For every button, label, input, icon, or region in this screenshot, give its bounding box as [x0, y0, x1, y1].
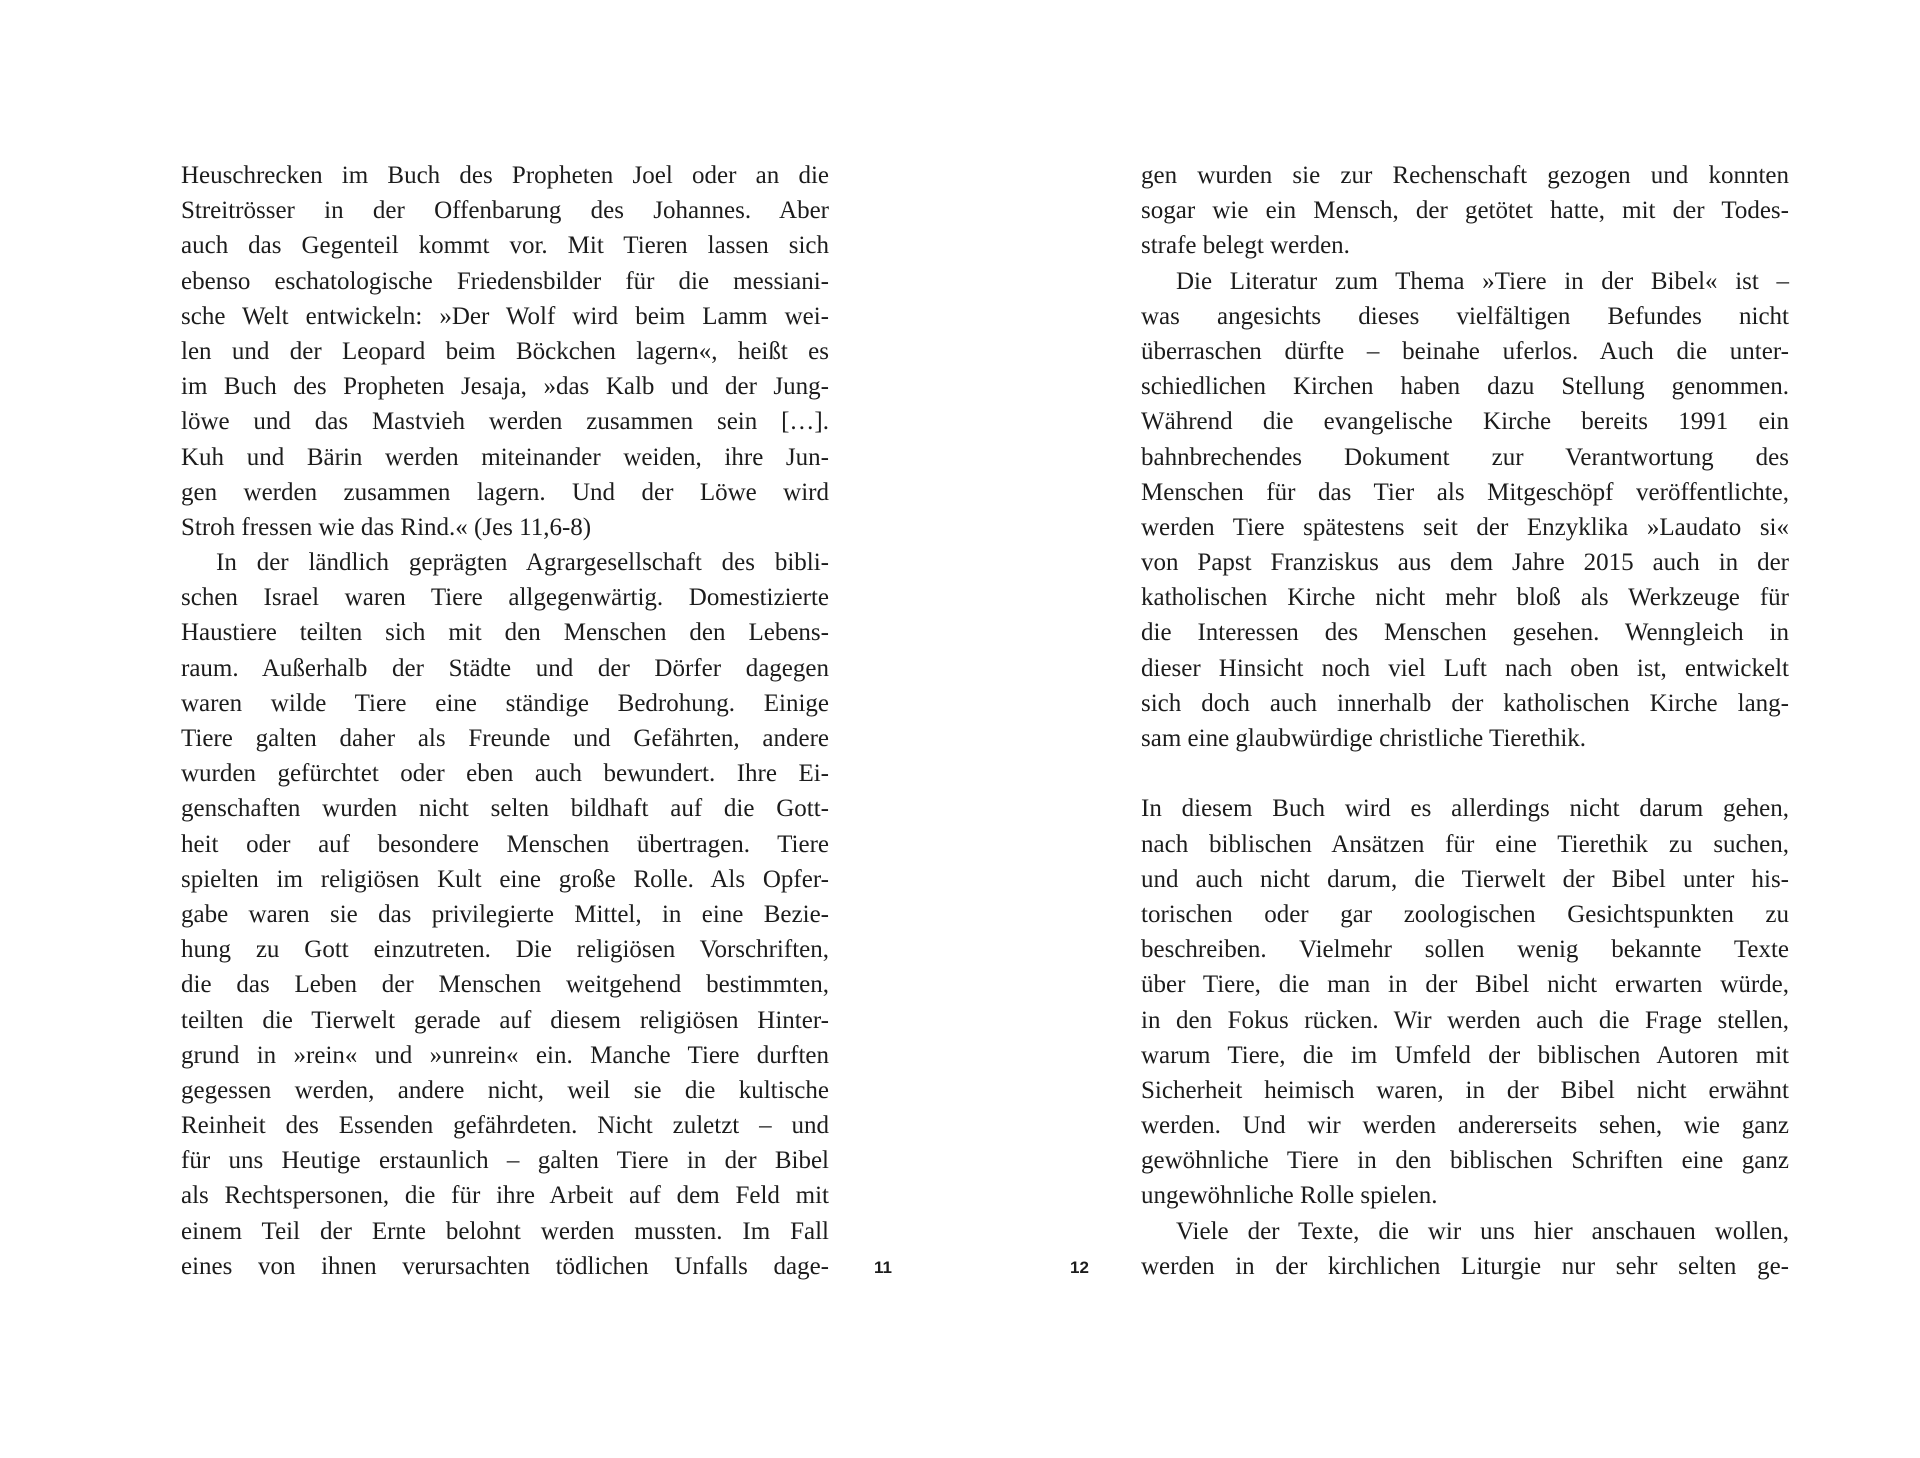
text-line: einem Teil der Ernte belohnt werden mussten. Im Fall [181, 1217, 829, 1245]
text-line: wurden gefürchtet oder eben auch bewundert. Ihre Ei- [181, 760, 829, 788]
text-line: sich doch auch innerhalb der katholischen Kirche lang- [1141, 689, 1789, 717]
text-line: strafe belegt werden. [1141, 232, 1350, 260]
text-line: im Buch des Propheten Jesaja, »das Kalb und der Jung- [181, 373, 829, 401]
text-line: grund in »rein« und »unrein« ein. Manche Tiere durften [181, 1041, 829, 1069]
text-line: spielten im religiösen Kult eine große Rolle. Als Opfer- [181, 865, 829, 893]
text-line: nach biblischen Ansätzen für eine Tierethik zu suchen, [1141, 830, 1789, 858]
text-line: Stroh fressen wie das Rind.« (Jes 11,6-8) [181, 513, 592, 541]
text-line: ungewöhnliche Rolle spielen. [1141, 1182, 1438, 1210]
text-line: für uns Heutige erstaunlich – galten Tiere in der Bibel [181, 1147, 829, 1175]
text-line: In diesem Buch wird es allerdings nicht darum gehen, [1141, 795, 1789, 823]
text-line: heit oder auf besondere Menschen übertragen. Tiere [181, 830, 829, 858]
text-line: bahnbrechendes Dokument zur Verantwortung des [1141, 443, 1789, 471]
text-line: werden Tiere spätestens seit der Enzyklika »Laudato si« [1141, 513, 1789, 541]
text-line: warum Tiere, die im Umfeld der biblischen Autoren mit [1141, 1041, 1789, 1069]
text-line: torischen oder gar zoologischen Gesichtspunkten zu [1141, 900, 1789, 928]
text-line: Sicherheit heimisch waren, in der Bibel nicht erwähnt [1141, 1076, 1789, 1104]
text-line: die das Leben der Menschen weitgehend bestimmten, [181, 971, 829, 999]
text-line: Kuh und Bärin werden miteinander weiden, ihre Jun- [181, 443, 829, 471]
text-line: In der ländlich geprägten Agrargesellschaft des bibli- [216, 549, 829, 577]
text-line: Reinheit des Essenden gefährdeten. Nicht zuletzt – und [181, 1112, 829, 1140]
text-line: sam eine glaubwürdige christliche Tierethik. [1141, 725, 1587, 752]
text-line: schen Israel waren Tiere allgegenwärtig. Domestizierte [181, 584, 829, 612]
text-line: hung zu Gott einzutreten. Die religiösen Vorschriften, [181, 936, 829, 964]
text-line: werden. Und wir werden andererseits sehen, wie ganz [1141, 1112, 1789, 1140]
text-line: Tiere galten daher als Freunde und Gefährten, andere [181, 725, 829, 752]
text-line: gabe waren sie das privilegierte Mittel, in eine Bezie- [181, 900, 829, 928]
text-line: überraschen dürfte – beinahe uferlos. Auch die unter- [1141, 337, 1789, 365]
text-line: was angesichts dieses vielfältigen Befundes nicht [1141, 302, 1789, 330]
text-line: Die Literatur zum Thema »Tiere in der Bibel« ist – [1176, 267, 1789, 295]
text-line: Viele der Texte, die wir uns hier anschauen wollen, [1176, 1217, 1789, 1245]
text-line: waren wilde Tiere eine ständige Bedrohung. Einige [181, 689, 829, 717]
text-line: gegessen werden, andere nicht, weil sie die kultische [181, 1076, 829, 1104]
text-line: raum. Außerhalb der Städte und der Dörfer dagegen [181, 654, 829, 682]
text-line: katholischen Kirche nicht mehr bloß als Werkzeuge für [1141, 584, 1789, 612]
text-line: sogar wie ein Mensch, der getötet hatte, mit der Todes- [1141, 197, 1789, 225]
left-page-text [181, 158, 829, 1284]
text-line: Haustiere teilten sich mit den Menschen den Lebens- [181, 619, 829, 647]
text-line: Während die evangelische Kirche bereits 1991 ein [1141, 408, 1789, 436]
text-line: eines von ihnen verursachten tödlichen Unfalls dage- [181, 1252, 829, 1280]
text-line: von Papst Franziskus aus dem Jahre 2015 auch in der [1141, 549, 1789, 577]
text-line: Heuschrecken im Buch des Propheten Joel oder an die [181, 162, 829, 189]
text-line: auch das Gegenteil kommt vor. Mit Tieren lassen sich [181, 232, 829, 260]
text-line: schiedlichen Kirchen haben dazu Stellung genommen. [1141, 373, 1789, 401]
text-line: genschaften wurden nicht selten bildhaft auf die Gott- [181, 795, 829, 823]
paragraph-gap [1141, 756, 1789, 791]
text-line: ebenso eschatologische Friedensbilder für die messiani- [181, 267, 829, 295]
text-line: löwe und das Mastvieh werden zusammen sein […]. [181, 408, 829, 436]
text-line: beschreiben. Vielmehr sollen wenig bekannte Texte [1141, 936, 1789, 964]
text-line: Streitrösser in der Offenbarung des Johannes. Aber [181, 197, 829, 225]
text-line: len und der Leopard beim Böckchen lagern«, heißt es [181, 337, 829, 365]
text-line: in den Fokus rücken. Wir werden auch die Frage stellen, [1141, 1006, 1789, 1034]
text-line: werden in der kirchlichen Liturgie nur sehr selten ge- [1141, 1252, 1789, 1280]
text-line: gewöhnliche Tiere in den biblischen Schriften eine ganz [1141, 1147, 1789, 1175]
text-line: als Rechtspersonen, die für ihre Arbeit auf dem Feld mit [181, 1182, 829, 1210]
text-line: und auch nicht darum, die Tierwelt der Bibel unter his- [1141, 865, 1789, 893]
right-page-text [1141, 158, 1789, 1284]
text-line: die Interessen des Menschen gesehen. Wenngleich in [1141, 619, 1789, 647]
text-line: über Tiere, die man in der Bibel nicht erwarten würde, [1141, 971, 1789, 999]
text-line: Menschen für das Tier als Mitgeschöpf veröffentlichte, [1141, 478, 1789, 506]
page-number-right: 12 [1070, 1258, 1089, 1277]
text-line: gen werden zusammen lagern. Und der Löwe wird [181, 478, 829, 506]
text-line: sche Welt entwickeln: »Der Wolf wird beim Lamm wei- [181, 302, 829, 330]
text-line: gen wurden sie zur Rechenschaft gezogen und konnten [1141, 162, 1789, 189]
page-number-left: 11 [874, 1258, 892, 1277]
text-line: dieser Hinsicht noch viel Luft nach oben ist, entwickelt [1141, 654, 1789, 682]
text-line: teilten die Tierwelt gerade auf diesem religiösen Hinter- [181, 1006, 829, 1034]
